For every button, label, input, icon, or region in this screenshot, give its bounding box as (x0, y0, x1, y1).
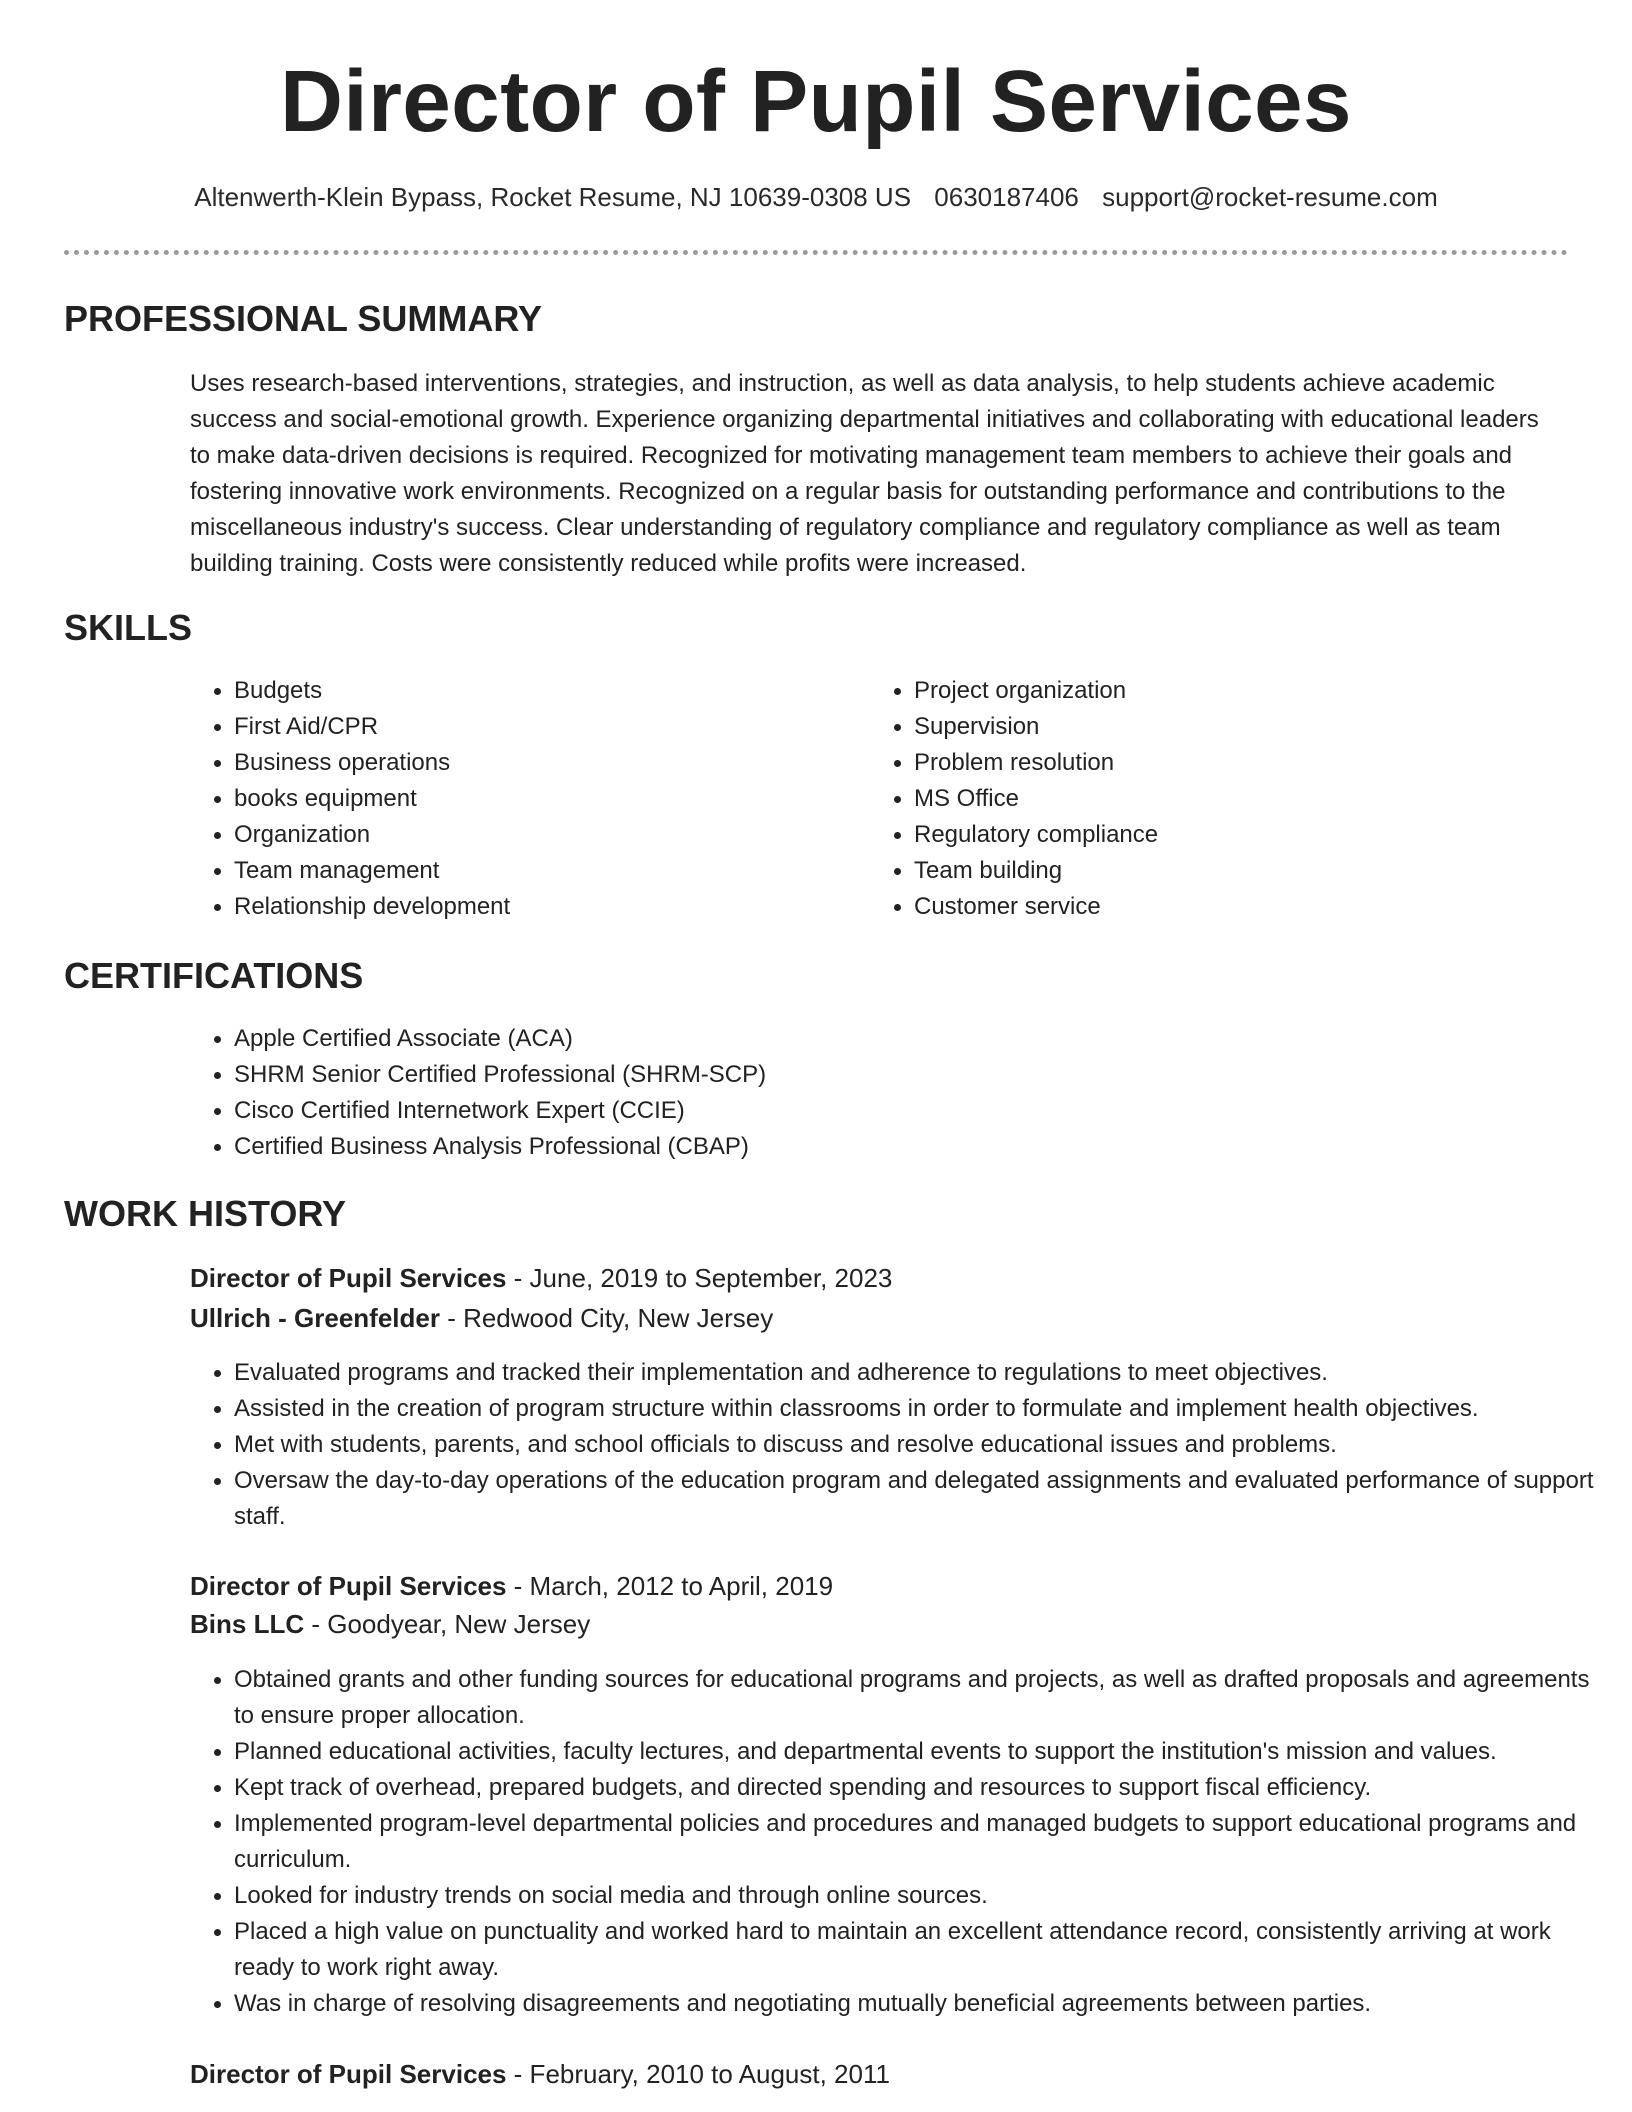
job-dates: - February, 2010 to August, 2011 (506, 2059, 890, 2089)
skill-item: • Regulatory compliance (914, 817, 1514, 853)
job-role: Director of Pupil Services (190, 2059, 507, 2089)
skill-item: • Relationship development (234, 889, 834, 925)
job-location: - Redwood City, New Jersey (439, 1303, 774, 1333)
job-company: Ullrich - Greenfelder (190, 1303, 440, 1333)
skill-item: • Business operations (234, 745, 834, 781)
job-dates: - June, 2019 to September, 2023 (506, 1263, 893, 1293)
job-duty: • Placed a high value on punctuality and worked hard to maintain an excellent attendance record, consistently arriving at work ready to work right away. (234, 1914, 1604, 1986)
skill-item: • Problem resolution (914, 745, 1514, 781)
job-role: Director of Pupil Services (190, 1263, 507, 1293)
job-role: Director of Pupil Services (190, 1571, 507, 1601)
job-duty: • Met with students, parents, and school officials to discuss and resolve educational issues and problems. (234, 1427, 1604, 1463)
job-duties-list (190, 1662, 1604, 2022)
skill-item: • books equipment (234, 781, 834, 817)
resume-title: Director of Pupil Services (280, 53, 1352, 150)
job-duty: • Assisted in the creation of program structure within classrooms in order to formulate and implement health objectives. (234, 1391, 1604, 1427)
job-title-line (190, 2059, 890, 2090)
email: support@rocket-resume.com (1102, 182, 1438, 212)
job-dates: - March, 2012 to April, 2019 (506, 1571, 834, 1601)
phone: 0630187406 (934, 182, 1079, 212)
job-duties-list (190, 1355, 1604, 1535)
skills-heading: SKILLS (64, 607, 193, 648)
certifications-list (190, 1021, 1534, 1165)
skill-item: • Budgets (234, 673, 834, 709)
certification-item: • SHRM Senior Certified Professional (SHRM-SCP) (234, 1057, 1534, 1093)
skill-item: • Team building (914, 853, 1514, 889)
job-duty: • Was in charge of resolving disagreements and negotiating mutually beneficial agreements between parties. (234, 1986, 1604, 2022)
job-title-line (190, 1263, 892, 1294)
job-company-line (190, 1609, 590, 1640)
skills-list-left (190, 673, 834, 925)
skill-item: • Organization (234, 817, 834, 853)
skill-item: • First Aid/CPR (234, 709, 834, 745)
address: Altenwerth-Klein Bypass, Rocket Resume, NJ 10639-0308 US (194, 182, 912, 212)
summary-heading: PROFESSIONAL SUMMARY (64, 298, 543, 339)
job-duty: • Implemented program-level departmental policies and procedures and managed budgets to support educational programs and curriculum. (234, 1806, 1604, 1878)
certifications-heading: CERTIFICATIONS (64, 955, 364, 996)
certification-item: • Cisco Certified Internetwork Expert (CCIE) (234, 1093, 1534, 1129)
job-duty: • Evaluated programs and tracked their implementation and adherence to regulations to meet objectives. (234, 1355, 1604, 1391)
summary-text: Uses research-based interventions, strategies, and instruction, as well as data analysis, to help students achieve academic success and social-emotional growth. Experience organizing departmental initiatives and collaborating with educational leaders to make data-driven decisions is required. Recognized for motivating management team members to achieve their goals and fostering innovative work environments. Recognized on a regular basis for outstanding performance and contributions to the miscellaneous industry's success. Clear understanding of regulatory compliance and regulatory compliance as well as team building training. Costs were consistently reduced while profits were increased. (190, 370, 1539, 577)
certification-item: • Certified Business Analysis Professional (CBAP) (234, 1129, 1534, 1165)
skill-item: • MS Office (914, 781, 1514, 817)
certification-item: • Apple Certified Associate (ACA) (234, 1021, 1534, 1057)
job-location: - Goodyear, New Jersey (304, 1609, 591, 1639)
job-company: Bins LLC (190, 1609, 305, 1639)
job-duty: • Looked for industry trends on social media and through online sources. (234, 1878, 1604, 1914)
contact-info (0, 182, 1632, 213)
job-title-line (190, 1571, 833, 1602)
job-duty: • Oversaw the day-to-day operations of the education program and delegated assignments and evaluated performance of support staff. (234, 1463, 1604, 1535)
job-duty: • Obtained grants and other funding sources for educational programs and projects, as well as drafted proposals and agreements to ensure proper allocation. (234, 1662, 1604, 1734)
work-history-heading: WORK HISTORY (64, 1193, 347, 1234)
header-divider (64, 250, 1568, 255)
job-duty: • Planned educational activities, faculty lectures, and departmental events to support the institution's mission and values. (234, 1734, 1604, 1770)
skill-item: • Team management (234, 853, 834, 889)
job-duty: • Kept track of overhead, prepared budgets, and directed spending and resources to support fiscal efficiency. (234, 1770, 1604, 1806)
skill-item: • Project organization (914, 673, 1514, 709)
skill-item: • Supervision (914, 709, 1514, 745)
skills-list-right (870, 673, 1514, 925)
skill-item: • Customer service (914, 889, 1514, 925)
job-company-line (190, 1303, 773, 1334)
